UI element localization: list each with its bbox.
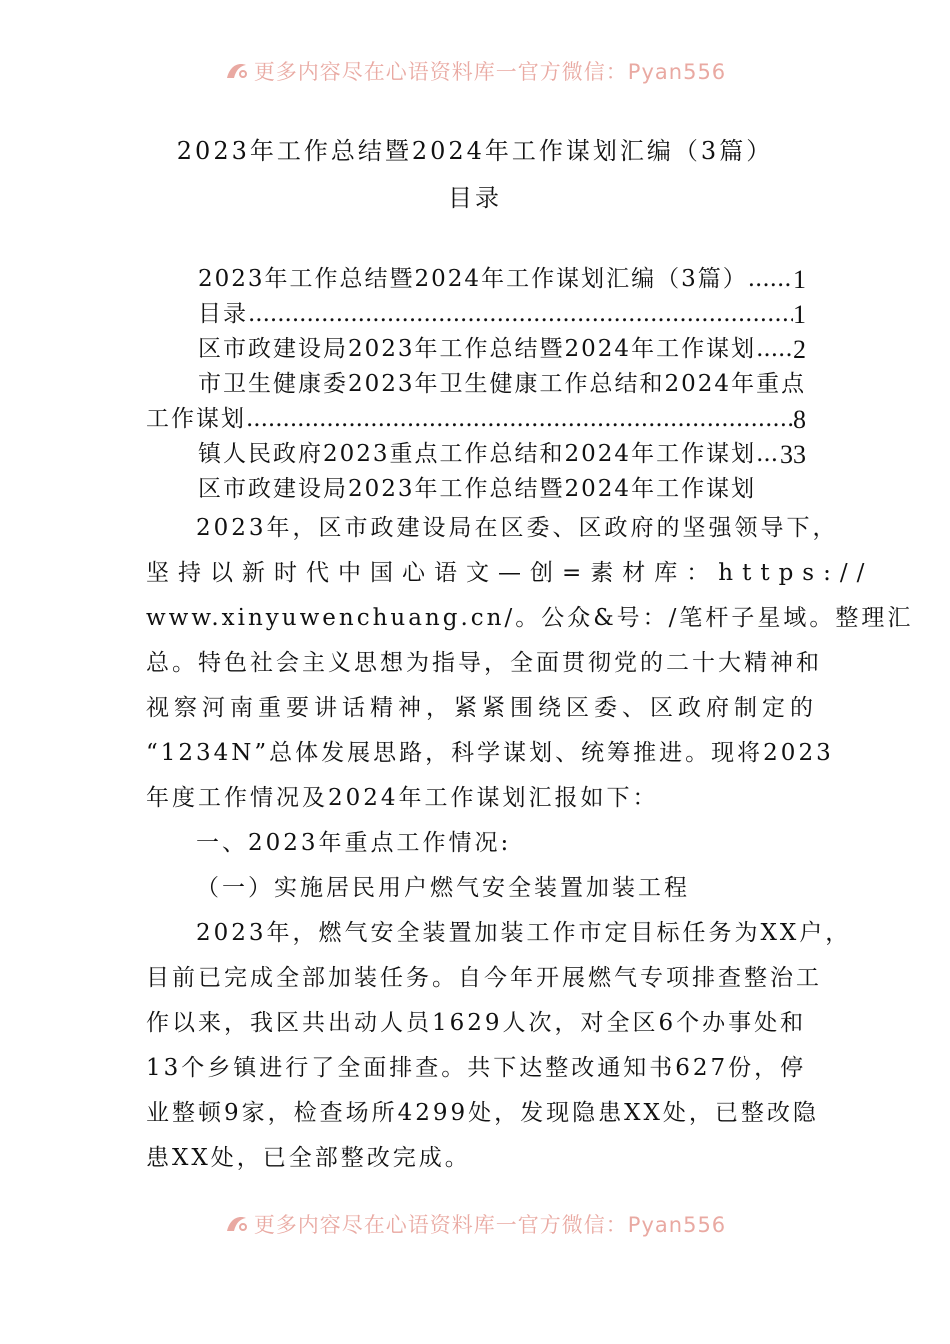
toc-entry-label: 镇人民政府2023重点工作总结和2024年工作谋划: [198, 441, 757, 467]
paragraph-line: 患XX处，已全部整改完成。: [146, 1145, 471, 1171]
toc-entry-label: 工作谋划: [146, 406, 246, 432]
paragraph-line: 2023年，燃气安全装置加装工作市定目标任务为XX户，: [196, 920, 852, 946]
paragraph-line: 年度工作情况及2024年工作谋划汇报如下：: [146, 785, 659, 811]
paragraph-line: “1234N”总体发展思路，科学谋划、统筹推进。现将2023: [146, 740, 834, 766]
toc-entry[interactable]: [146, 332, 806, 367]
toc-entry-continuation[interactable]: [146, 402, 806, 437]
heading-level-2: （一）实施居民用户燃气安全装置加装工程: [196, 875, 690, 901]
paragraph-line: 2023年，区市政建设局在区委、区政府的坚强领导下，: [196, 515, 839, 541]
gas-safety-paragraph: [146, 911, 852, 1181]
paragraph-line: 视察河南重要讲话精神，紧紧围绕区委、区政府制定的: [146, 695, 818, 721]
toc-entry-label: 市卫生健康委2023年卫生健康工作总结和2024年重点: [198, 371, 806, 397]
toc-entry-label: 2023年工作总结暨2024年工作谋划汇编（3篇）: [198, 266, 748, 292]
paragraph-line: 作以来，我区共出动人员1629人次，对全区6个办事处和: [146, 1010, 807, 1036]
toc-entry[interactable]: [146, 437, 806, 472]
intro-paragraph: [146, 506, 914, 821]
header-watermark: [0, 56, 950, 87]
watermark-text: 更多内容尽在心语资料库一官方微信：Pyan556: [253, 1213, 727, 1237]
toc-entry-page: 8: [793, 405, 806, 434]
toc-entry-label: 区市政建设局2023年工作总结暨2024年工作谋划: [198, 336, 757, 362]
watermark-text: 更多内容尽在心语资料库一官方微信：Pyan556: [253, 60, 727, 84]
footer-watermark: [0, 1209, 950, 1240]
toc-entry[interactable]: [146, 262, 806, 297]
toc-entry-page: 1: [793, 265, 806, 294]
paragraph-line: 总。特色社会主义思想为指导，全面贯彻党的二十大精神和: [146, 650, 822, 676]
toc-entry-multiline[interactable]: [146, 367, 806, 402]
document-subtitle: 目录: [448, 184, 502, 212]
paragraph-line: 13个乡镇进行了全面排查。共下达整改通知书627份，停: [146, 1055, 807, 1081]
toc-entry[interactable]: [146, 297, 806, 332]
document-body: [146, 506, 914, 1181]
paragraph-line: 业整顿9家，检查场所4299处，发现隐患XX处，已整改隐: [146, 1100, 819, 1126]
watermark-logo-icon: [224, 60, 250, 87]
paragraph-line: 坚持以新时代中国心语文—创=素材库：https://: [146, 560, 874, 586]
toc-entry-label: 目录: [198, 301, 248, 327]
paragraph-line: www.xinyuwenchuang.cn/。公众&号：/笔杆子星域。整理汇: [146, 605, 914, 631]
toc-entry-page: 2: [793, 335, 806, 364]
paragraph-line: 目前已完成全部加装任务。自今年开展燃气专项排查整治工: [146, 965, 822, 991]
table-of-contents: [146, 262, 806, 507]
watermark-logo-icon: [224, 1213, 250, 1240]
heading-level-1: 一、2023年重点工作情况:: [196, 830, 512, 856]
toc-entry-page: 1: [793, 300, 806, 329]
toc-entry-page: 33: [780, 440, 806, 469]
section-title: 区市政建设局2023年工作总结暨2024年工作谋划: [198, 476, 757, 502]
document-title: 2023年工作总结暨2024年工作谋划汇编（3篇）: [176, 137, 774, 165]
